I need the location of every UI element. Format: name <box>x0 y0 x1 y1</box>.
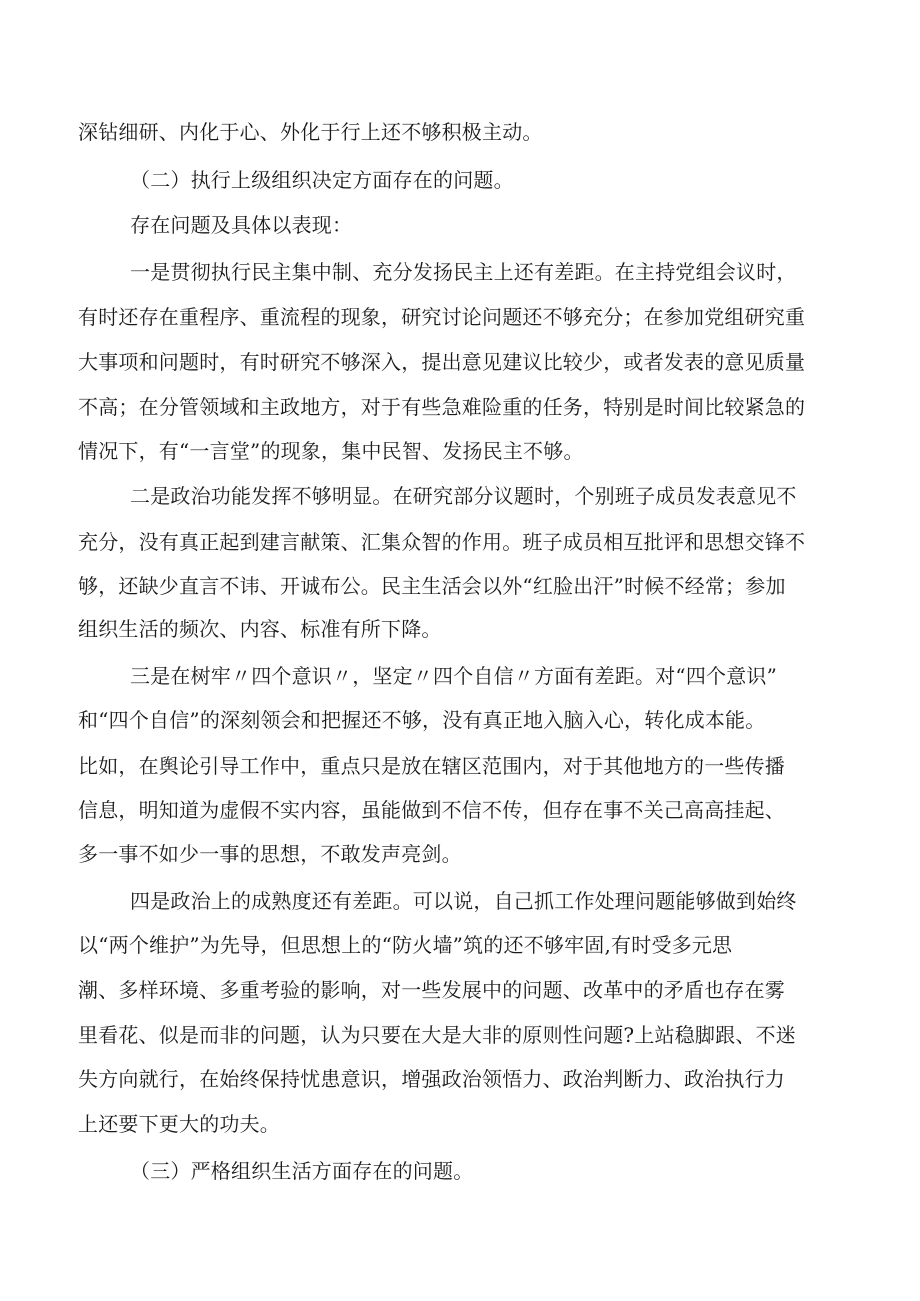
section-heading: （三）严格组织生活方面存在的问题。 <box>130 1159 474 1183</box>
text-line: 二是政治功能发挥不够明显。在研究部分议题时，个别班子成员发表意见不 <box>130 484 797 508</box>
text-line: 充分，没有真正起到建言献策、汇集众智的作用。班子成员相互批评和思想交锋不 <box>78 530 806 554</box>
text-line: 里看花、似是而非的问题，认为只要在大是大非的原则性问题?上站稳脚跟、不迷 <box>78 1023 796 1047</box>
text-line: 上还要下更大的功夫。 <box>78 1112 280 1136</box>
text-line: 情况下，有“一言堂”的现象，集中民智、发扬民主不够。 <box>78 439 584 463</box>
text-line: 四是政治上的成熟度还有差距。可以说，自己抓工作处理问题能够做到始终 <box>130 889 797 913</box>
text-line: 深钻细研、内化于心、外化于行上还不够积极主动。 <box>78 120 543 144</box>
text-line: 潮、多样环境、多重考验的影响，对一些发展中的问题、改革中的矛盾也存在雾 <box>78 978 785 1002</box>
text-line: 比如，在舆论引导工作中，重点只是放在辖区范围内，对于其他地方的一些传播 <box>78 754 785 778</box>
text-line: 一是贯彻执行民主集中制、充分发扬民主上还有差距。在主持党组会议时， <box>130 260 797 284</box>
text-line: 不高；在分管领域和主政地方，对于有些急难险重的任务，特别是时间比较紧急的 <box>78 395 806 419</box>
text-line: 以“两个维护”为先导，但思想上的“防火墙”筑的还不够牢固,有时受多元思 <box>78 933 733 957</box>
text-line: 大事项和问题时，有时研究不够深入，提出意见建议比较少，或者发表的意见质量 <box>78 350 806 374</box>
text-line: 信息，明知道为虚假不实内容，虽能做到不信不传，但存在事不关己高高挂起、 <box>78 798 785 822</box>
section-heading: （二）执行上级组织决定方面存在的问题。 <box>130 168 514 192</box>
text-line: 多一事不如少一事的思想，不敢发声亮剑。 <box>78 842 462 866</box>
text-line: 和“四个自信”的深刻领会和把握还不够，没有真正地入脑入心，转化成本能。 <box>78 708 766 732</box>
text-line: 失方向就行，在始终保持忧患意识，增强政治领悟力、政治判断力、政治执行力 <box>78 1067 785 1091</box>
text-line: 组织生活的频次、内容、标准有所下降。 <box>78 617 442 641</box>
text-line: 三是在树牢〃四个意识〃，坚定〃四个自信〃方面有差距。对“四个意识” <box>130 664 778 688</box>
text-line: 够，还缺少直言不讳、开诚布公。民主生活会以外“红脸出汗”时候不经常；参加 <box>78 574 786 598</box>
text-line: 存在问题及具体以表现： <box>130 213 353 237</box>
text-line: 有时还存在重程序、重流程的现象，研究讨论问题还不够充分；在参加党组研究重 <box>78 305 806 329</box>
